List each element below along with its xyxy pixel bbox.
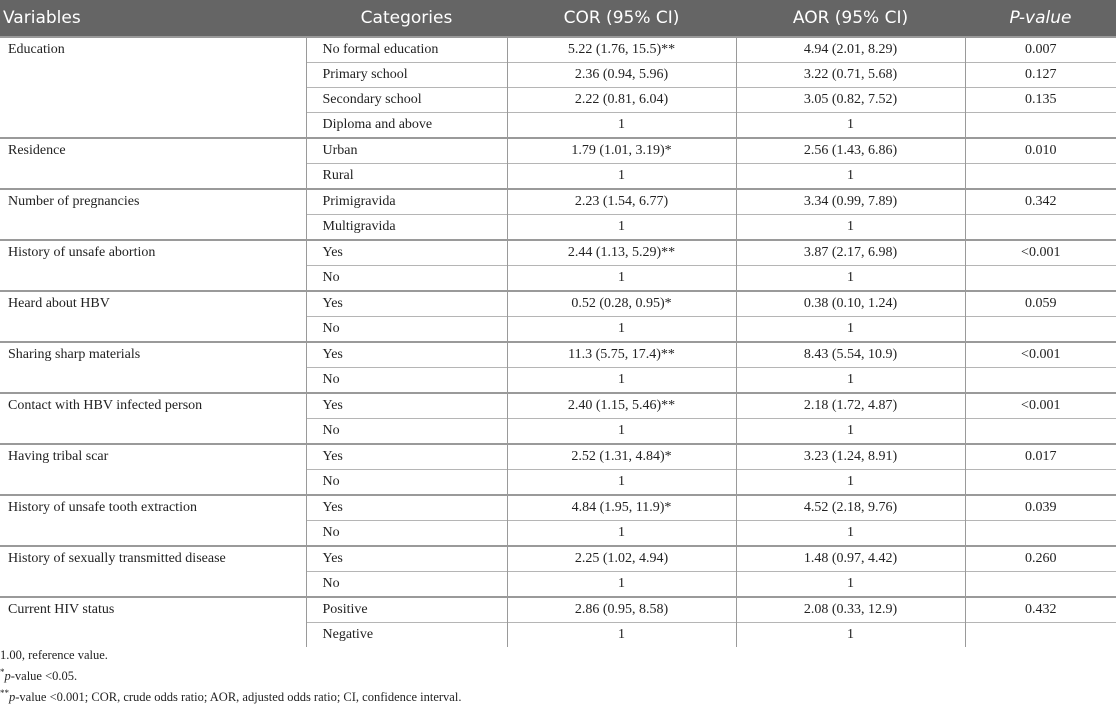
table-row (0, 138, 1116, 164)
p-value-cell: 0.127 (965, 63, 1116, 88)
p-value-cell: 0.039 (965, 495, 1116, 521)
aor-cell: 1 (736, 266, 965, 292)
cor-cell: 2.25 (1.02, 4.94) (507, 546, 736, 572)
p-value-cell (965, 317, 1116, 343)
category-cell: Multigravida (306, 215, 507, 241)
p-value-cell: 0.432 (965, 597, 1116, 623)
p-value-cell (965, 419, 1116, 445)
header-p-value: P-value (965, 0, 1116, 37)
header-aor: AOR (95% CI) (736, 0, 965, 37)
category-cell: Rural (306, 164, 507, 190)
cor-cell: 2.44 (1.13, 5.29)** (507, 240, 736, 266)
variable-cell: Sharing sharp materials (0, 342, 306, 393)
p-value-cell: 0.260 (965, 546, 1116, 572)
category-cell: Yes (306, 546, 507, 572)
category-cell: No (306, 470, 507, 496)
category-cell: Urban (306, 138, 507, 164)
category-cell: No (306, 419, 507, 445)
category-cell: Secondary school (306, 88, 507, 113)
header-cor: COR (95% CI) (507, 0, 736, 37)
category-cell: Diploma and above (306, 113, 507, 139)
variable-cell: Heard about HBV (0, 291, 306, 342)
aor-cell: 3.05 (0.82, 7.52) (736, 88, 965, 113)
cor-cell: 0.52 (0.28, 0.95)* (507, 291, 736, 317)
p-value-cell (965, 368, 1116, 394)
p-value-cell (965, 470, 1116, 496)
p-value-cell (965, 572, 1116, 598)
p-value-cell (965, 113, 1116, 139)
p-value-cell: 0.059 (965, 291, 1116, 317)
category-cell: Yes (306, 495, 507, 521)
variable-cell: History of sexually transmitted disease (0, 546, 306, 597)
category-cell: No (306, 317, 507, 343)
variable-cell: History of unsafe abortion (0, 240, 306, 291)
cor-cell: 1 (507, 623, 736, 648)
variable-cell: Number of pregnancies (0, 189, 306, 240)
aor-cell: 1 (736, 215, 965, 241)
variable-cell: History of unsafe tooth extraction (0, 495, 306, 546)
table-row (0, 495, 1116, 521)
variable-cell: Education (0, 37, 306, 138)
aor-cell: 2.18 (1.72, 4.87) (736, 393, 965, 419)
aor-cell: 0.38 (0.10, 1.24) (736, 291, 965, 317)
p-value-cell: <0.001 (965, 342, 1116, 368)
header-variables: Variables (0, 0, 306, 37)
p-value-cell: 0.010 (965, 138, 1116, 164)
aor-cell: 1 (736, 164, 965, 190)
aor-cell: 3.23 (1.24, 8.91) (736, 444, 965, 470)
aor-cell: 1.48 (0.97, 4.42) (736, 546, 965, 572)
table-row (0, 393, 1116, 419)
footnote-reference: 1.00, reference value. (0, 648, 108, 662)
table-row (0, 189, 1116, 215)
category-cell: Primigravida (306, 189, 507, 215)
cor-cell: 2.86 (0.95, 8.58) (507, 597, 736, 623)
aor-cell: 1 (736, 623, 965, 648)
p-value-cell: <0.001 (965, 393, 1116, 419)
cor-cell: 5.22 (1.76, 15.5)** (507, 37, 736, 63)
category-cell: Primary school (306, 63, 507, 88)
category-cell: No formal education (306, 37, 507, 63)
cor-cell: 2.22 (0.81, 6.04) (507, 88, 736, 113)
cor-cell: 2.23 (1.54, 6.77) (507, 189, 736, 215)
variable-cell: Current HIV status (0, 597, 306, 647)
variable-cell: Having tribal scar (0, 444, 306, 495)
aor-cell: 1 (736, 113, 965, 139)
aor-cell: 4.94 (2.01, 8.29) (736, 37, 965, 63)
variable-cell: Contact with HBV infected person (0, 393, 306, 444)
p-value-cell (965, 521, 1116, 547)
aor-cell: 1 (736, 419, 965, 445)
category-cell: No (306, 521, 507, 547)
cor-cell: 2.52 (1.31, 4.84)* (507, 444, 736, 470)
cor-cell: 1 (507, 215, 736, 241)
footnote-p05: *p-value <0.05. (0, 666, 78, 683)
p-value-cell: 0.017 (965, 444, 1116, 470)
table-row (0, 240, 1116, 266)
table-row (0, 444, 1116, 470)
cor-cell: 1 (507, 521, 736, 547)
category-cell: Negative (306, 623, 507, 648)
category-cell: Yes (306, 342, 507, 368)
aor-cell: 3.22 (0.71, 5.68) (736, 63, 965, 88)
p-value-cell (965, 266, 1116, 292)
aor-cell: 1 (736, 521, 965, 547)
p-value-cell: 0.007 (965, 37, 1116, 63)
p-value-cell (965, 164, 1116, 190)
p-value-cell (965, 623, 1116, 648)
aor-cell: 1 (736, 317, 965, 343)
table-header-row (0, 0, 1116, 37)
cor-cell: 1 (507, 572, 736, 598)
table-row (0, 37, 1116, 63)
category-cell: Yes (306, 393, 507, 419)
cor-cell: 1 (507, 419, 736, 445)
aor-cell: 2.08 (0.33, 12.9) (736, 597, 965, 623)
aor-cell: 3.87 (2.17, 6.98) (736, 240, 965, 266)
category-cell: Yes (306, 240, 507, 266)
aor-cell: 1 (736, 470, 965, 496)
cor-cell: 1 (507, 164, 736, 190)
cor-cell: 4.84 (1.95, 11.9)* (507, 495, 736, 521)
cor-cell: 1.79 (1.01, 3.19)* (507, 138, 736, 164)
category-cell: Yes (306, 444, 507, 470)
category-cell: Yes (306, 291, 507, 317)
table-footnotes (0, 645, 461, 708)
aor-cell: 8.43 (5.54, 10.9) (736, 342, 965, 368)
category-cell: No (306, 572, 507, 598)
table-row (0, 597, 1116, 623)
cor-cell: 1 (507, 113, 736, 139)
cor-cell: 1 (507, 317, 736, 343)
table-body (0, 37, 1116, 647)
aor-cell: 1 (736, 572, 965, 598)
p-value-cell: 0.135 (965, 88, 1116, 113)
footnote-p001: **p-value <0.001; COR, crude odds ratio; AOR, adjusted odds ratio; CI, confidence interval. (0, 687, 462, 704)
aor-cell: 1 (736, 368, 965, 394)
table-row (0, 546, 1116, 572)
header-categories: Categories (306, 0, 507, 37)
cor-cell: 1 (507, 266, 736, 292)
cor-cell: 2.40 (1.15, 5.46)** (507, 393, 736, 419)
aor-cell: 2.56 (1.43, 6.86) (736, 138, 965, 164)
cor-cell: 11.3 (5.75, 17.4)** (507, 342, 736, 368)
variable-cell: Residence (0, 138, 306, 189)
aor-cell: 3.34 (0.99, 7.89) (736, 189, 965, 215)
aor-cell: 4.52 (2.18, 9.76) (736, 495, 965, 521)
category-cell: No (306, 368, 507, 394)
cor-cell: 1 (507, 368, 736, 394)
table-row (0, 342, 1116, 368)
table-row (0, 291, 1116, 317)
p-value-cell: <0.001 (965, 240, 1116, 266)
cor-cell: 1 (507, 470, 736, 496)
p-value-cell (965, 215, 1116, 241)
cor-cell: 2.36 (0.94, 5.96) (507, 63, 736, 88)
category-cell: Positive (306, 597, 507, 623)
p-value-cell: 0.342 (965, 189, 1116, 215)
category-cell: No (306, 266, 507, 292)
